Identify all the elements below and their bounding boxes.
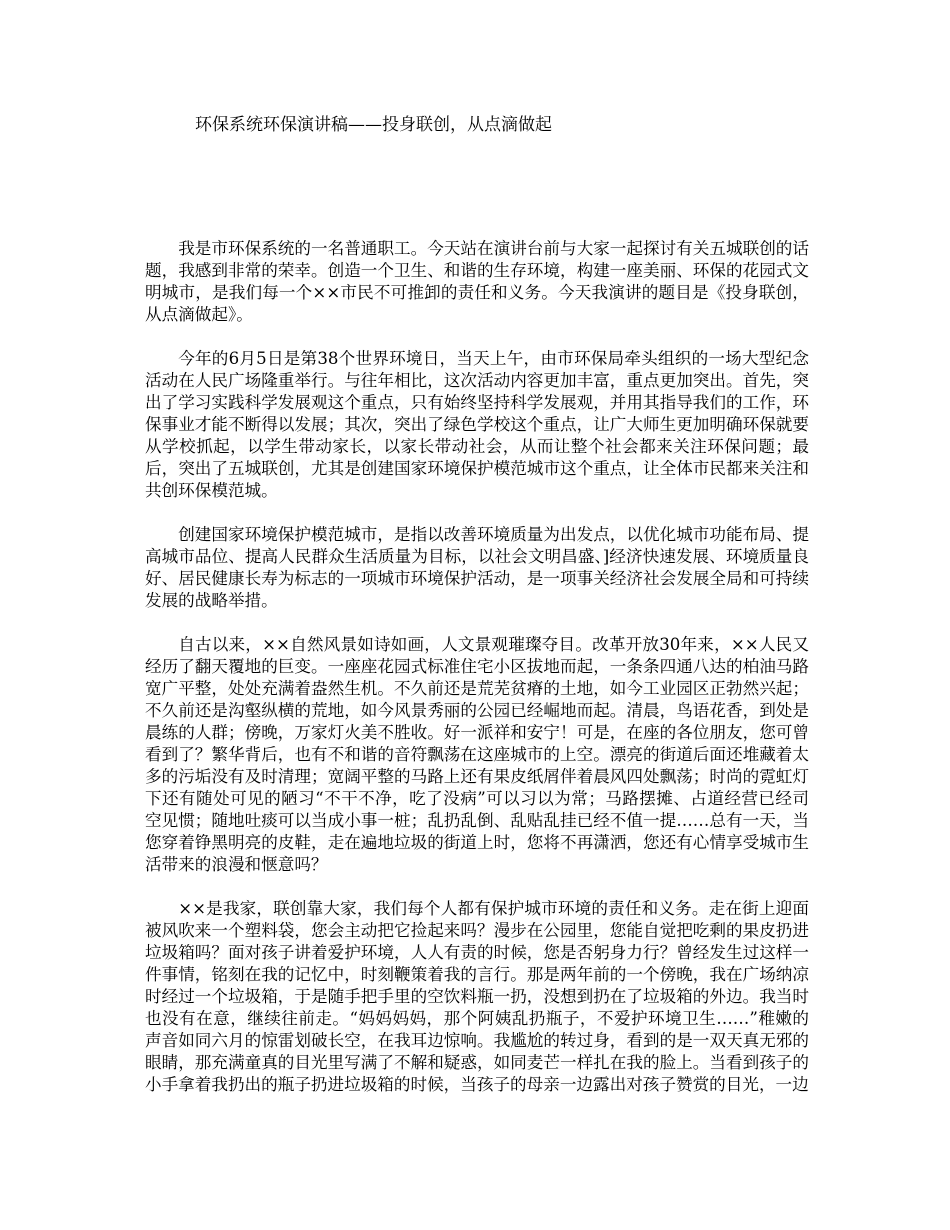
paragraph-5: ××是我家，联创靠大家，我们每个人都有保护城市环境的责任和义务。走在街上迎面被风吹来一个塑料袋，您会主动把它捡起来吗？漫步在公园里，您能自觉把吃剩的果皮扔进垃圾箱吗？面对孩子讲着爱护环境，人人有责的时候，您是否躬身力行？曾经发生过这样一件事情，铭刻在我的记忆中，时刻鞭策着我的言行。那是两年前的一个傍晚，我在广场纳凉时经过一个垃圾箱，于是随手把手里的空饮料瓶一扔，没想到扔在了垃圾箱的外边。我当时也没有在意，继续往前走。“妈妈妈妈，那个阿姨乱扔瓶子，不爱护环境卫生……”稚嫩的声音如同六月的惊雷划破长空，在我耳边惊响。我尴尬的转过身，看到的是一双天真无邪的眼睛，那充满童真的目光里写满了不解和疑惑，如同麦芒一样扎在我的脸上。当看到孩子的小手拿着我扔出的瓶子扔进垃圾箱的时候，当孩子的母亲一边露出对孩子赞赏的目光，一边 bbox=[145, 899, 809, 1094]
document-body bbox=[145, 238, 809, 1118]
document-title: 环保系统环保演讲稿——投身联创，从点滴做起 bbox=[195, 115, 552, 135]
paragraph-2: 今年的6月5日是第38个世界环境日，当天上午，由市环保局牵头组织的一场大型纪念活动在人民广场隆重举行。与往年相比，这次活动内容更加丰富，重点更加突出。首先，突出了学习实践科学发展观这个重点，只有始终坚持科学发展观，并用其指导我们的工作，环保事业才能不断得以发展；其次，突出了绿色学校这个重点，让广大师生更加明确环保就要从学校抓起，以学生带动家长，以家长带动社会，从而让整个社会都来关注环保问题；最后，突出了五城联创，尤其是创建国家环境保护模范城市这个重点，让全体市民都来关注和共创环保模范城。 bbox=[145, 349, 809, 500]
paragraph-4: 自古以来，××自然风景如诗如画，人文景观璀璨夺目。改革开放30年来，××人民又经历了翻天覆地的巨变。一座座花园式标准住宅小区拔地而起，一条条四通八达的柏油马路宽广平整，处处充满着盎然生机。不久前还是荒芜贫瘠的土地，如今工业园区正勃然兴起；不久前还是沟壑纵横的荒地，如今风景秀丽的公园已经崛地而起。清晨，鸟语花香，到处是晨练的人群；傍晚，万家灯火美不胜收。好一派祥和安宁！可是，在座的各位朋友，您可曾看到了？繁华背后，也有不和谐的音符飘荡在这座城市的上空。漂亮的街道后面还堆藏着太多的污垢没有及时清理；宽阔平整的马路上还有果皮纸屑伴着晨风四处飘荡；时尚的霓虹灯下还有随处可见的陋习“不干不净，吃了没病”可以习以为常；马路摆摊、占道经营已经司空见惯；随地吐痰可以当成小事一桩；乱扔乱倒、乱贴乱挂已经不值一提……总有一天，当您穿着铮黑明亮的皮鞋，走在遍地垃圾的街道上时，您将不再潇洒，您还有心情享受城市生活带来的浪漫和惬意吗？ bbox=[145, 635, 809, 874]
paragraph-3: 创建国家环境保护模范城市，是指以改善环境质量为出发点，以优化城市功能布局、提高城市品位、提高人民群众生活质量为目标，以社会文明昌盛、]经济快速发展、环境质量良好、居民健康长寿为标志的一项城市环境保护活动，是一项事关经济社会发展全局和可持续发展的战略举措。 bbox=[145, 525, 809, 610]
paragraph-1: 我是市环保系统的一名普通职工。今天站在演讲台前与大家一起探讨有关五城联创的话题，我感到非常的荣幸。创造一个卫生、和谐的生存环境，构建一座美丽、环保的花园式文明城市，是我们每一个××市民不可推卸的责任和义务。今天我演讲的题目是《投身联创，从点滴做起》。 bbox=[145, 239, 809, 324]
